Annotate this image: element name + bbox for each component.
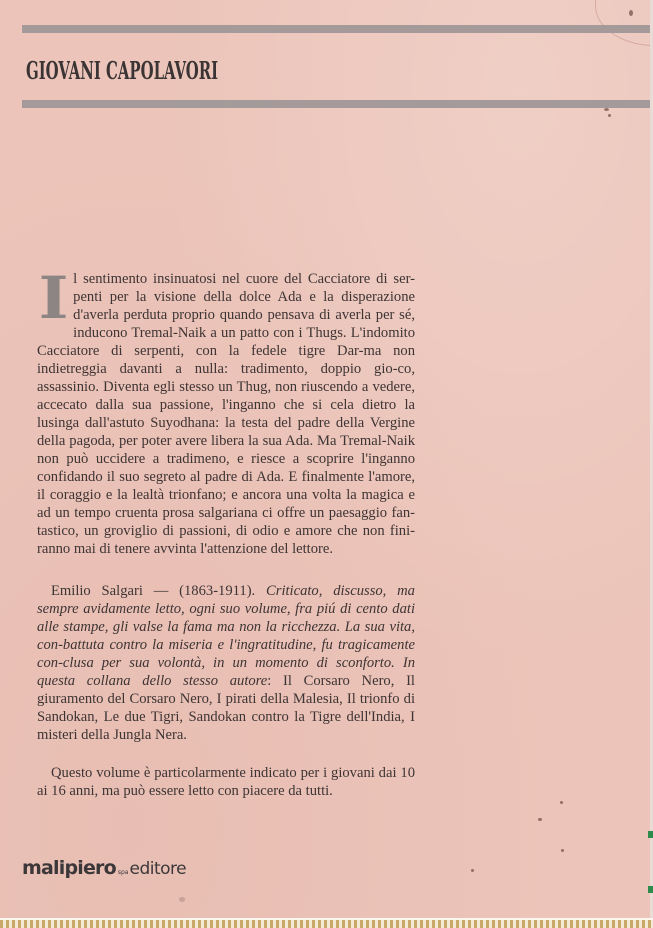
blurb-text: l sentimento insinuatosi nel cuore del Cacciatore di ser-penti per la visione della dolce Ada e la disperazione d'averla perduta proprio quando pensava di averla per sé, inducono Tremal-Naik a un patto con i Thugs. L'indomito Cacciatore di serpenti, con la fedele tigre Dar-ma non indietreggia davanti a nulla: tradimento, doppio gio-co, assassinio. Diventa egli stesso un Thug, non riuscendo a vedere, accecato dalla sua passione, l'inganno che si cela dietro la lusinga dall'astuto Suyodhana: la testa del padre della Vergine della pagoda, per poter avere libera la sua Ada. Ma Tremal-Naik non può uccidere a tradimeno, e riesce a scoprire l'inganno confidando il suo segreto al padre di Ada. E finalmente l'amore, il coraggio e la lealtà trionfano; e ancora una volta la magica e ad un tempo cruenta prosa salgariana ci offre un paesaggio fan-tastico, un groviglio di passioni, di odio e amore che non fini-ranno mai di tenere avvinta l'attenzione del lettore. [37,271,415,557]
top-rule [22,25,650,33]
publisher-logo [22,857,186,879]
author-paragraph [37,582,415,744]
stain-spot [538,818,542,821]
author-name-dates: Emilio Salgari — (1863-1911). [51,583,256,599]
scan-edge-bottom [0,918,653,928]
stain-spot [561,849,564,852]
drop-cap: I [38,264,69,332]
publisher-brand: malipiero [22,857,116,879]
paper-crease [595,0,650,46]
stain-spot [560,801,563,804]
stain-spot [629,10,633,16]
audience-text: Questo volume è particolarmente indicato per i giovani dai 10 ai 16 anni, ma può essere letto con piacere da tutti. [37,765,415,799]
publisher-spa: spa [117,869,129,876]
stain-spot [604,108,609,111]
bottom-rule [22,100,650,108]
author-bio: Criticato, discusso, ma sempre avidamente letto, ogni suo volume, fra piú di cento dati alle stampe, gli valse la fama ma non la ricchezza. La sua vita, con-battuta contro la miseria e l'ingratitudine, fu tragicamente con-clusa per sua volontà, in un momento di sconforto. In questa collana dello stesso autore [37,583,415,689]
blurb-paragraph [37,264,415,558]
stain-spot [179,897,185,902]
scan-marker [648,831,653,838]
audience-paragraph [37,764,415,800]
author-titles: : Il Corsaro Nero, Il giuramento del Corsaro Nero, I pirati della Malesia, Il trionfo di Sandokan, Le due Tigri, Sandokan contro la Tigre dell'India, I misteri della Jungla Nera. [37,673,415,743]
stain-spot [608,114,611,117]
stain-spot [471,869,474,872]
series-title: GIOVANI CAPOLAVORI [26,56,219,85]
publisher-editore: editore [129,859,187,879]
scan-marker [648,886,653,893]
